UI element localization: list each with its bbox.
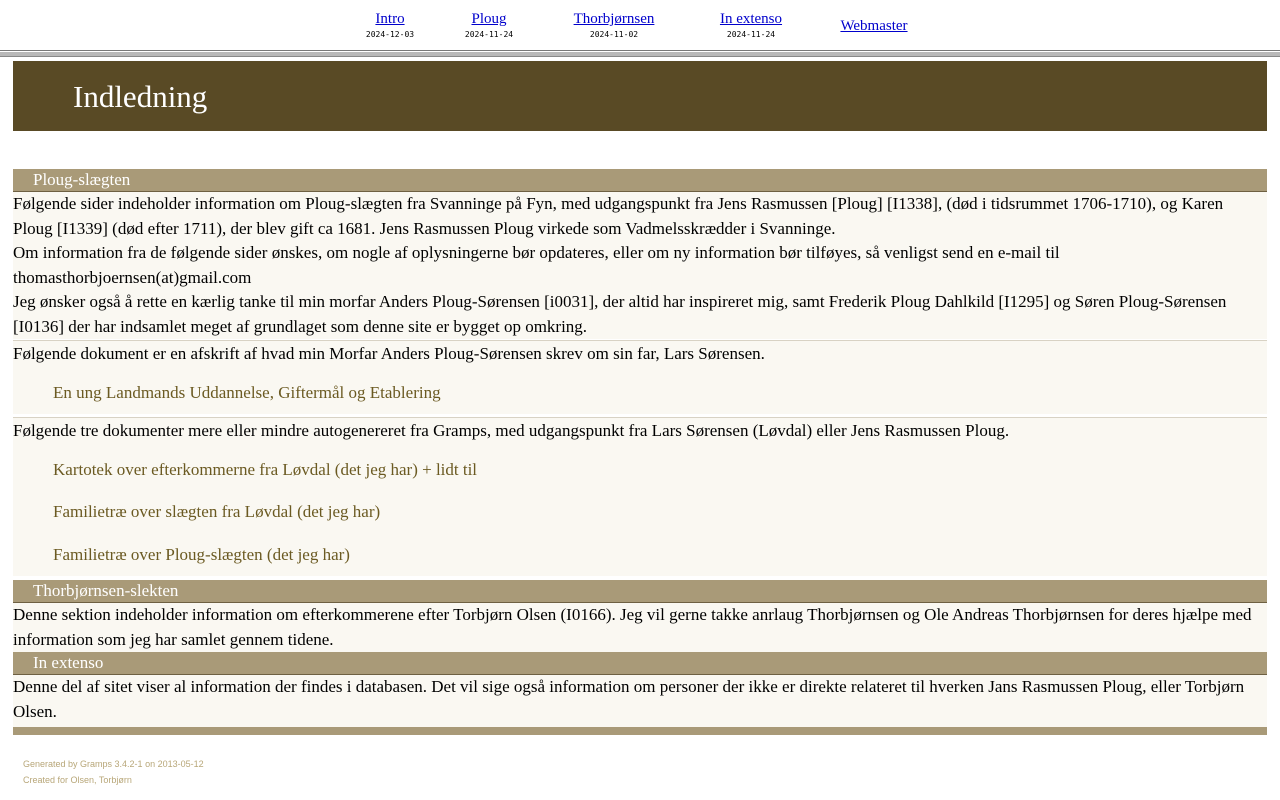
paragraph: Følgende dokument er en afskrift af hvad min Morfar Anders Ploug-Sørensen skrev om sin far, Lars Sørensen. bbox=[13, 344, 765, 363]
gramps-documents-block bbox=[13, 417, 1267, 576]
section-heading-thorbjornsen: Thorbjørnsen-slekten bbox=[13, 580, 1267, 603]
paragraph: Følgende sider indeholder information om Ploug-slægten fra Svanninge på Fyn, med udgangspunkt fra Jens Rasmussen [Ploug] [I1338], (død i tidsrummet 1706-1710), og Karen Ploug [I1339] (død efter 1711), der blev gift ca 1681. Jens Rasmussen Ploug virkede som Vadmelsskrædder i Svanninge. bbox=[13, 194, 1224, 238]
paragraph: Denne sektion indeholder information om efterkommerene efter Torbjørn Olsen (I0166). Jeg vil gerne takke anrlaug Thorbjørnsen og Ole Andreas Thorbjørnsen for deres hjælpe med information som jeg har samlet gennem tidene. bbox=[13, 605, 1252, 649]
document-block bbox=[13, 340, 1267, 414]
main-content bbox=[13, 169, 1267, 735]
paragraph: Om information fra de følgende sider ønskes, om nogle af oplysningerne bør opdateres, eller om ny information bør tilføyes, så venligst send en e-mail til thomasthorbjoernsen(at)gmail.com bbox=[13, 243, 1060, 287]
top-navigation bbox=[0, 0, 1280, 50]
nav-divider-bar bbox=[0, 52, 1280, 57]
nav-link-in-extenso[interactable]: In extenso bbox=[719, 11, 783, 27]
section-body-ploug bbox=[13, 192, 1267, 339]
document-link[interactable]: Familietræ over slægten fra Løvdal (det jeg har) bbox=[53, 502, 381, 521]
nav-item-in-extenso bbox=[711, 11, 791, 39]
section-heading-ploug: Ploug-slægten bbox=[13, 169, 1267, 192]
document-link[interactable]: Kartotek over efterkommerne fra Løvdal (det jeg har) + lidt til bbox=[53, 459, 478, 479]
paragraph: Denne del af sitet viser al information der findes i databasen. Det vil sige også information om personer der ikke er direkte relateret til hverken Jans Rasmussen Ploug, eller Torbjørn Olsen. bbox=[13, 677, 1245, 721]
nav-item-webmaster bbox=[834, 18, 914, 35]
nav-link-ploug[interactable]: Ploug bbox=[471, 11, 507, 27]
document-link[interactable]: En ung Landmands Uddannelse, Giftermål og Etablering bbox=[53, 382, 441, 402]
nav-item-thorbjornsen bbox=[569, 11, 659, 39]
paragraph: Følgende tre dokumenter mere eller mindre autogenereret fra Gramps, med udgangspunkt fra Lars Sørensen (Løvdal) eller Jens Rasmussen Ploug. bbox=[13, 421, 1010, 440]
nav-date-in-extenso: 2024-11-24 bbox=[726, 30, 776, 39]
nav-item-ploug bbox=[459, 11, 519, 39]
generated-by-text: Generated by Gramps 3.4.2-1 on 2013-05-12 bbox=[23, 759, 204, 769]
footer bbox=[23, 756, 204, 788]
page-title: Indledning bbox=[73, 79, 208, 114]
nav-date-ploug: 2024-11-24 bbox=[464, 30, 514, 39]
paragraph: Jeg ønsker også å rette en kærlig tanke til min morfar Anders Ploug-Sørensen [i0031], der altid har inspireret mig, samt Frederik Ploug Dahlkild [I1295] og Søren Ploug-Sørensen [I0136] der har indsamlet meget af grundlaget som denne site er bygget op omkring. bbox=[13, 292, 1227, 336]
created-for-text: Created for Olsen, Torbjørn bbox=[23, 775, 132, 785]
nav-link-webmaster[interactable]: Webmaster bbox=[840, 18, 908, 34]
nav-date-thorbjornsen: 2024-11-02 bbox=[589, 30, 639, 39]
document-link[interactable]: Familietræ over Ploug-slægten (det jeg har) bbox=[53, 544, 350, 564]
section-heading-in-extenso: In extenso bbox=[13, 652, 1267, 675]
nav-date-intro: 2024-12-03 bbox=[365, 30, 415, 39]
section-body-thorbjornsen bbox=[13, 603, 1267, 652]
nav-divider bbox=[0, 50, 1280, 51]
nav-link-intro[interactable]: Intro bbox=[375, 11, 405, 27]
page-header bbox=[13, 61, 1267, 131]
nav-link-thorbjornsen[interactable]: Thorbjørnsen bbox=[573, 11, 655, 27]
section-body-in-extenso bbox=[13, 675, 1267, 727]
footer-bar bbox=[13, 727, 1267, 735]
nav-item-intro bbox=[360, 11, 420, 39]
